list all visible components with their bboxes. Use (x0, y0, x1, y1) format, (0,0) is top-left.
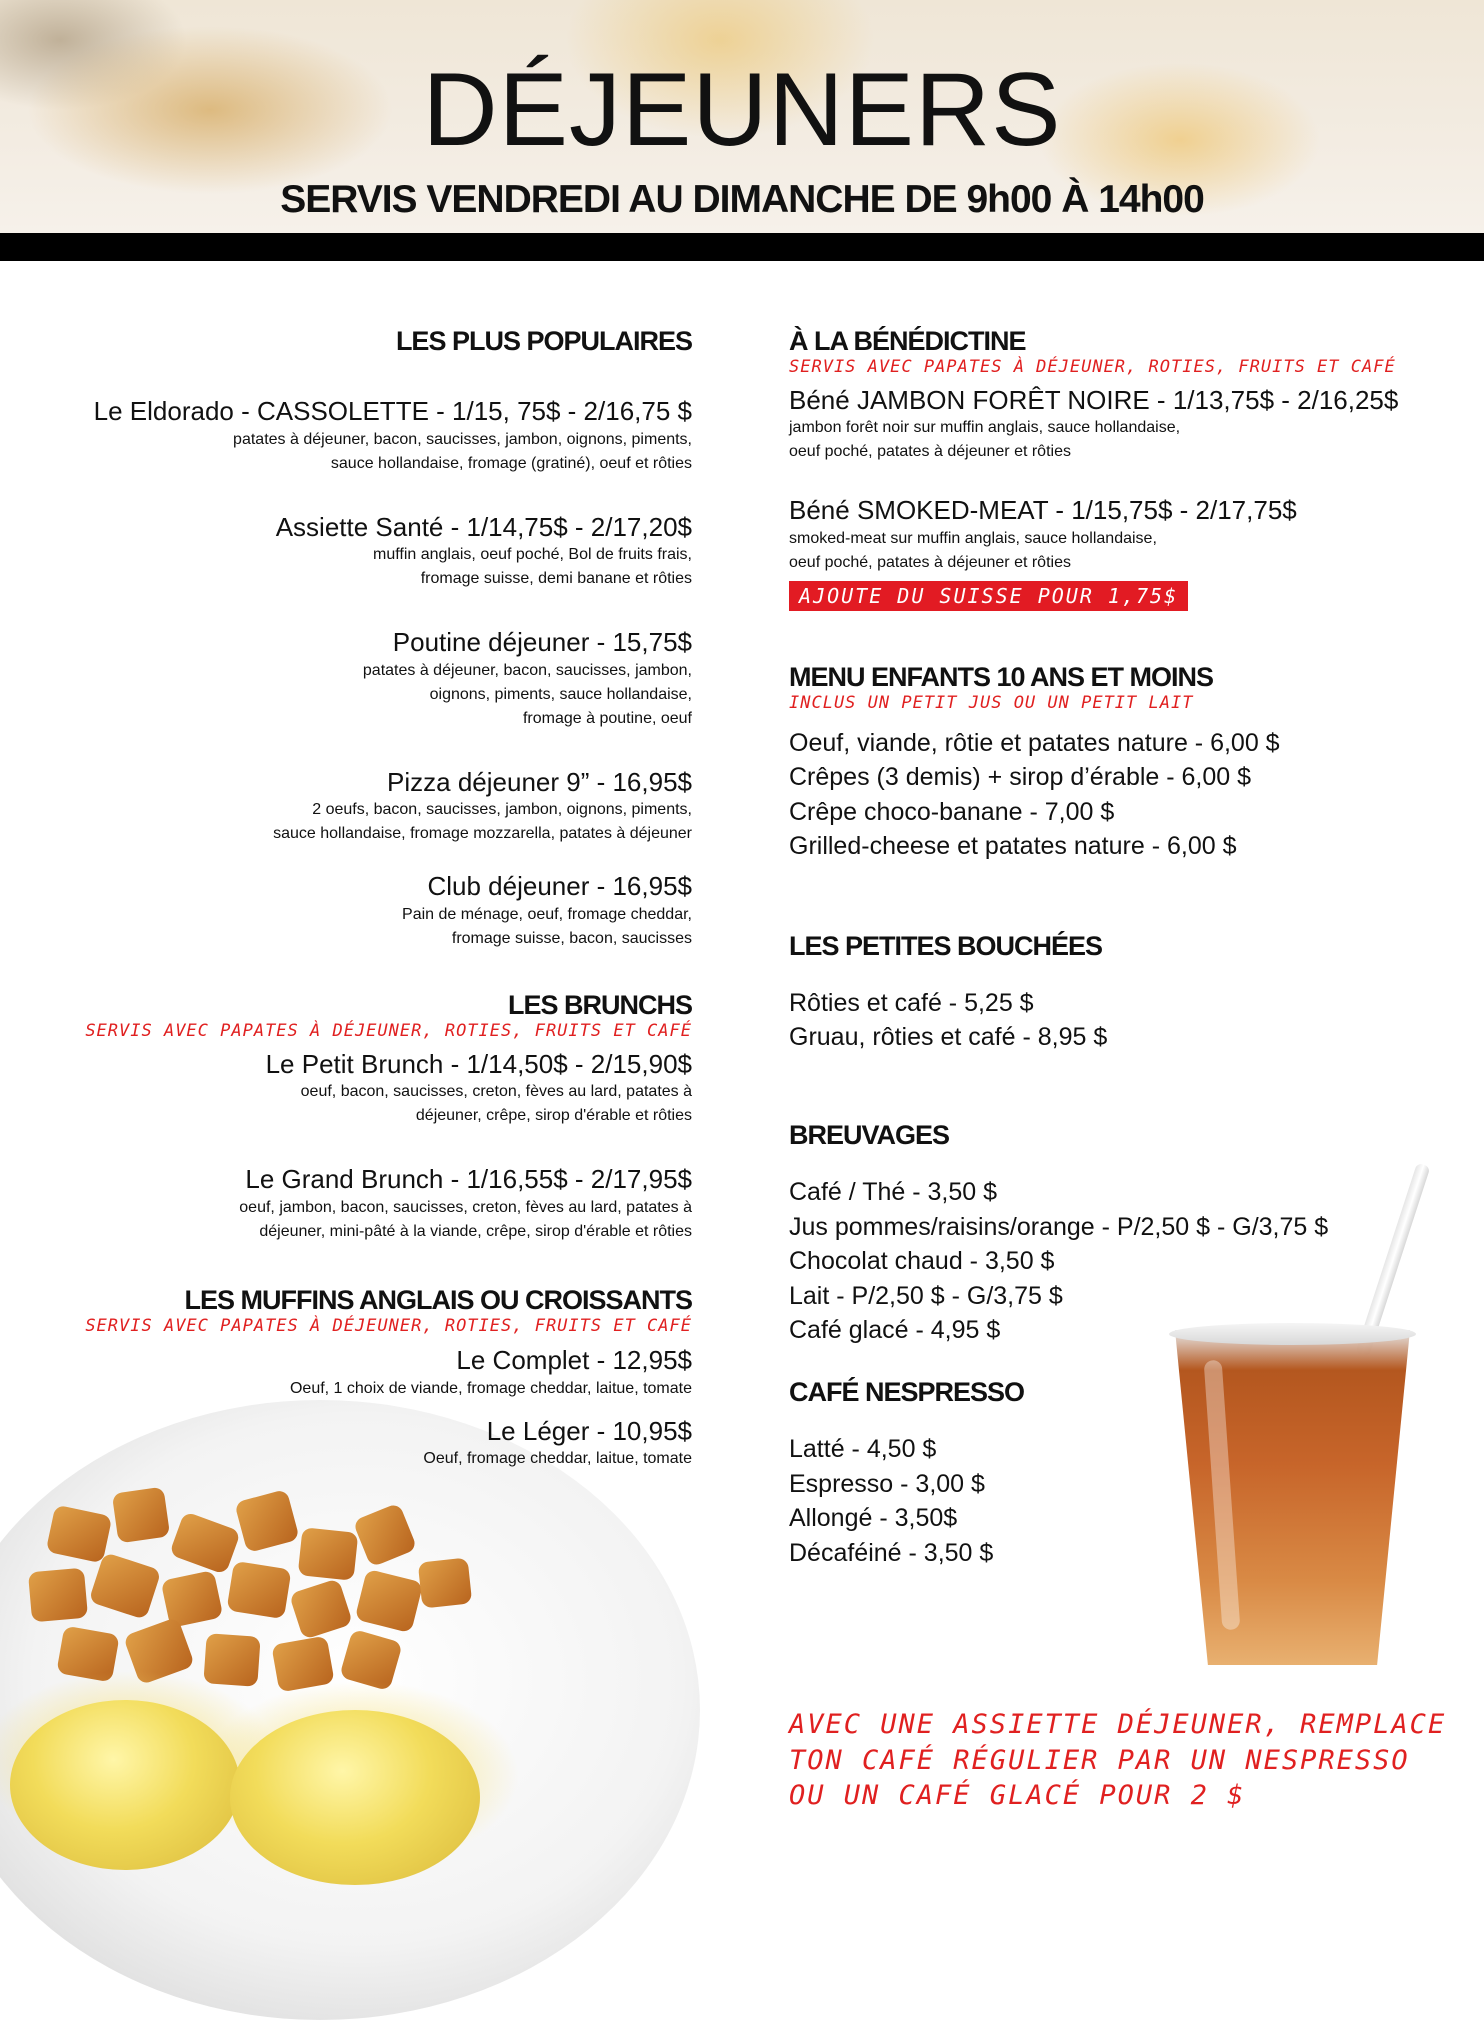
section-title: MENU ENFANTS 10 ANS ET MOINS (789, 661, 1214, 692)
note-line: OU UN CAFÉ GLACÉ POUR 2 $ (789, 1780, 1246, 1812)
section-subtitle: SERVIS AVEC PAPATES À DÉJEUNER, ROTIES, FRUITS ET CAFÉ (789, 357, 1396, 378)
list-item: Allongé - 3,50$ (789, 1504, 958, 1533)
list-item: Grilled-cheese et patates nature - 6,00 $ (789, 832, 1237, 861)
section-subtitle: INCLUS UN PETIT JUS OU UN PETIT LAIT (789, 693, 1194, 714)
item-desc: Oeuf, 1 choix de viande, fromage cheddar, laitue, tomate (289, 1379, 692, 1397)
section-enfants (789, 661, 1449, 864)
header-divider (0, 233, 1484, 261)
item-desc: fromage suisse, bacon, saucisses (451, 929, 692, 947)
list-item: Café glacé - 4,95 $ (789, 1316, 1001, 1345)
section-nespresso (789, 1376, 1449, 1570)
section-populaires (40, 325, 692, 951)
note-line: TON CAFÉ RÉGULIER PAR UN NESPRESSO (789, 1744, 1410, 1776)
note-line: AVEC UNE ASSIETTE DÉJEUNER, REMPLACE (789, 1709, 1447, 1740)
item-name: Le Petit Brunch - 1/14,50$ - 2/15,90$ (265, 1048, 692, 1079)
item-desc: déjeuner, mini-pâté à la viande, crêpe, sirop d'érable et rôties (259, 1222, 692, 1240)
item-name: Le Léger - 10,95$ (486, 1415, 692, 1446)
item-desc: 2 oeufs, bacon, saucisses, jambon, oignons, piments, (312, 801, 692, 819)
list-item: Crêpe choco-banane - 7,00 $ (789, 797, 1115, 826)
page-title: DÉJEUNERS (422, 52, 1062, 168)
list-item: Espresso - 3,00 $ (789, 1469, 985, 1498)
list-item: Lait - P/2,50 $ - G/3,75 $ (789, 1281, 1063, 1310)
menu-item (40, 626, 692, 731)
item-desc: sauce hollandaise, fromage (gratiné), oeuf et rôties (330, 454, 692, 472)
section-breuvages (789, 1119, 1449, 1348)
item-desc: muffin anglais, oeuf poché, Bol de fruits frais, (373, 546, 692, 564)
list-item: Jus pommes/raisins/orange - P/2,50 $ - G/3,75 $ (789, 1212, 1329, 1241)
section-muffins (40, 1284, 692, 1472)
item-desc: fromage suisse, demi banane et rôties (420, 570, 692, 588)
item-desc: patates à déjeuner, bacon, saucisses, jambon, (362, 661, 692, 679)
item-name: Assiette Santé - 1/14,75$ - 2/17,20$ (275, 511, 692, 542)
list-item: Chocolat chaud - 3,50 $ (789, 1247, 1055, 1276)
list-item: Crêpes (3 demis) + sirop d’érable - 6,00 $ (789, 763, 1252, 792)
list-item: Décaféiné - 3,50 $ (789, 1538, 994, 1567)
item-name: Le Eldorado - CASSOLETTE - 1/15, 75$ - 2/16,75 $ (93, 396, 692, 427)
menu-item (40, 511, 692, 592)
section-title: BREUVAGES (789, 1119, 950, 1150)
section-title: LES PETITES BOUCHÉES (789, 930, 1103, 961)
page-subtitle: SERVIS VENDREDI AU DIMANCHE DE 9h00 À 14h00 (280, 178, 1204, 221)
item-desc: déjeuner, crêpe, sirop d'érable et rôties (415, 1107, 692, 1125)
menu-item (40, 395, 692, 476)
item-name: Club déjeuner - 16,95$ (427, 871, 692, 902)
item-desc: Pain de ménage, oeuf, fromage cheddar, (402, 905, 692, 923)
left-column (40, 325, 692, 1471)
item-desc: smoked-meat sur muffin anglais, sauce hollandaise, (789, 529, 1157, 547)
nespresso-promo-note (789, 1707, 1449, 1814)
item-desc: oeuf poché, patates à déjeuner et rôties (789, 553, 1071, 571)
list-item: Café / Thé - 3,50 $ (789, 1178, 997, 1207)
menu-item (40, 1344, 692, 1401)
section-title: LES PLUS POPULAIRES (395, 326, 692, 356)
item-desc: sauce hollandaise, fromage mozzarella, patates à déjeuner (273, 825, 692, 843)
menu-item (40, 1415, 692, 1472)
item-desc: oignons, piments, sauce hollandaise, (429, 685, 692, 703)
list-item: Rôties et café - 5,25 $ (789, 988, 1034, 1017)
item-name: Béné JAMBON FORÊT NOIRE - 1/13,75$ - 2/16,25$ (789, 384, 1399, 415)
section-subtitle: SERVIS AVEC PAPATES À DÉJEUNER, ROTIES, FRUITS ET CAFÉ (85, 1021, 692, 1042)
item-name: Pizza déjeuner 9” - 16,95$ (387, 766, 692, 797)
section-subtitle: SERVIS AVEC PAPATES À DÉJEUNER, ROTIES, FRUITS ET CAFÉ (85, 1316, 692, 1337)
item-desc: oeuf, jambon, bacon, saucisses, creton, fèves au lard, patates à (239, 1198, 692, 1216)
item-name: Le Complet - 12,95$ (456, 1345, 692, 1376)
item-desc: jambon forêt noir sur muffin anglais, sauce hollandaise, (789, 419, 1181, 437)
right-column (789, 325, 1449, 1570)
header-banner (0, 0, 1484, 233)
item-desc: Oeuf, fromage cheddar, laitue, tomate (423, 1450, 692, 1468)
promo-badge: AJOUTE DU SUISSE POUR 1,75$ (789, 581, 1188, 611)
section-title: CAFÉ NESPRESSO (789, 1376, 1025, 1407)
benedict-plate-photo (0, 1400, 700, 2020)
list-item: Latté - 4,50 $ (789, 1435, 937, 1464)
menu-item (789, 494, 1449, 575)
item-name: Béné SMOKED-MEAT - 1/15,75$ - 2/17,75$ (789, 495, 1297, 526)
menu-item (40, 1163, 692, 1244)
section-title: À LA BÉNÉDICTINE (789, 326, 1026, 356)
section-title: LES MUFFINS ANGLAIS OU CROISSANTS (184, 1284, 692, 1315)
item-desc: patates à déjeuner, bacon, saucisses, jambon, oignons, piments, (233, 430, 692, 448)
menu-item (789, 384, 1449, 465)
menu-item (40, 766, 692, 847)
section-bouchees (789, 930, 1449, 1055)
item-desc: oeuf poché, patates à déjeuner et rôties (789, 443, 1071, 461)
menu-item (40, 870, 692, 951)
section-brunchs (40, 989, 692, 1244)
section-title: LES BRUNCHS (507, 989, 692, 1020)
item-name: Le Grand Brunch - 1/16,55$ - 2/17,95$ (245, 1164, 692, 1195)
list-item: Gruau, rôties et café - 8,95 $ (789, 1023, 1108, 1052)
list-item: Oeuf, viande, rôtie et patates nature - 6,00 $ (789, 728, 1280, 757)
section-benedictine (789, 325, 1449, 611)
item-name: Poutine déjeuner - 15,75$ (392, 627, 692, 658)
item-desc: fromage à poutine, oeuf (522, 709, 692, 727)
menu-item (40, 1048, 692, 1129)
item-desc: oeuf, bacon, saucisses, creton, fèves au lard, patates à (300, 1083, 692, 1101)
